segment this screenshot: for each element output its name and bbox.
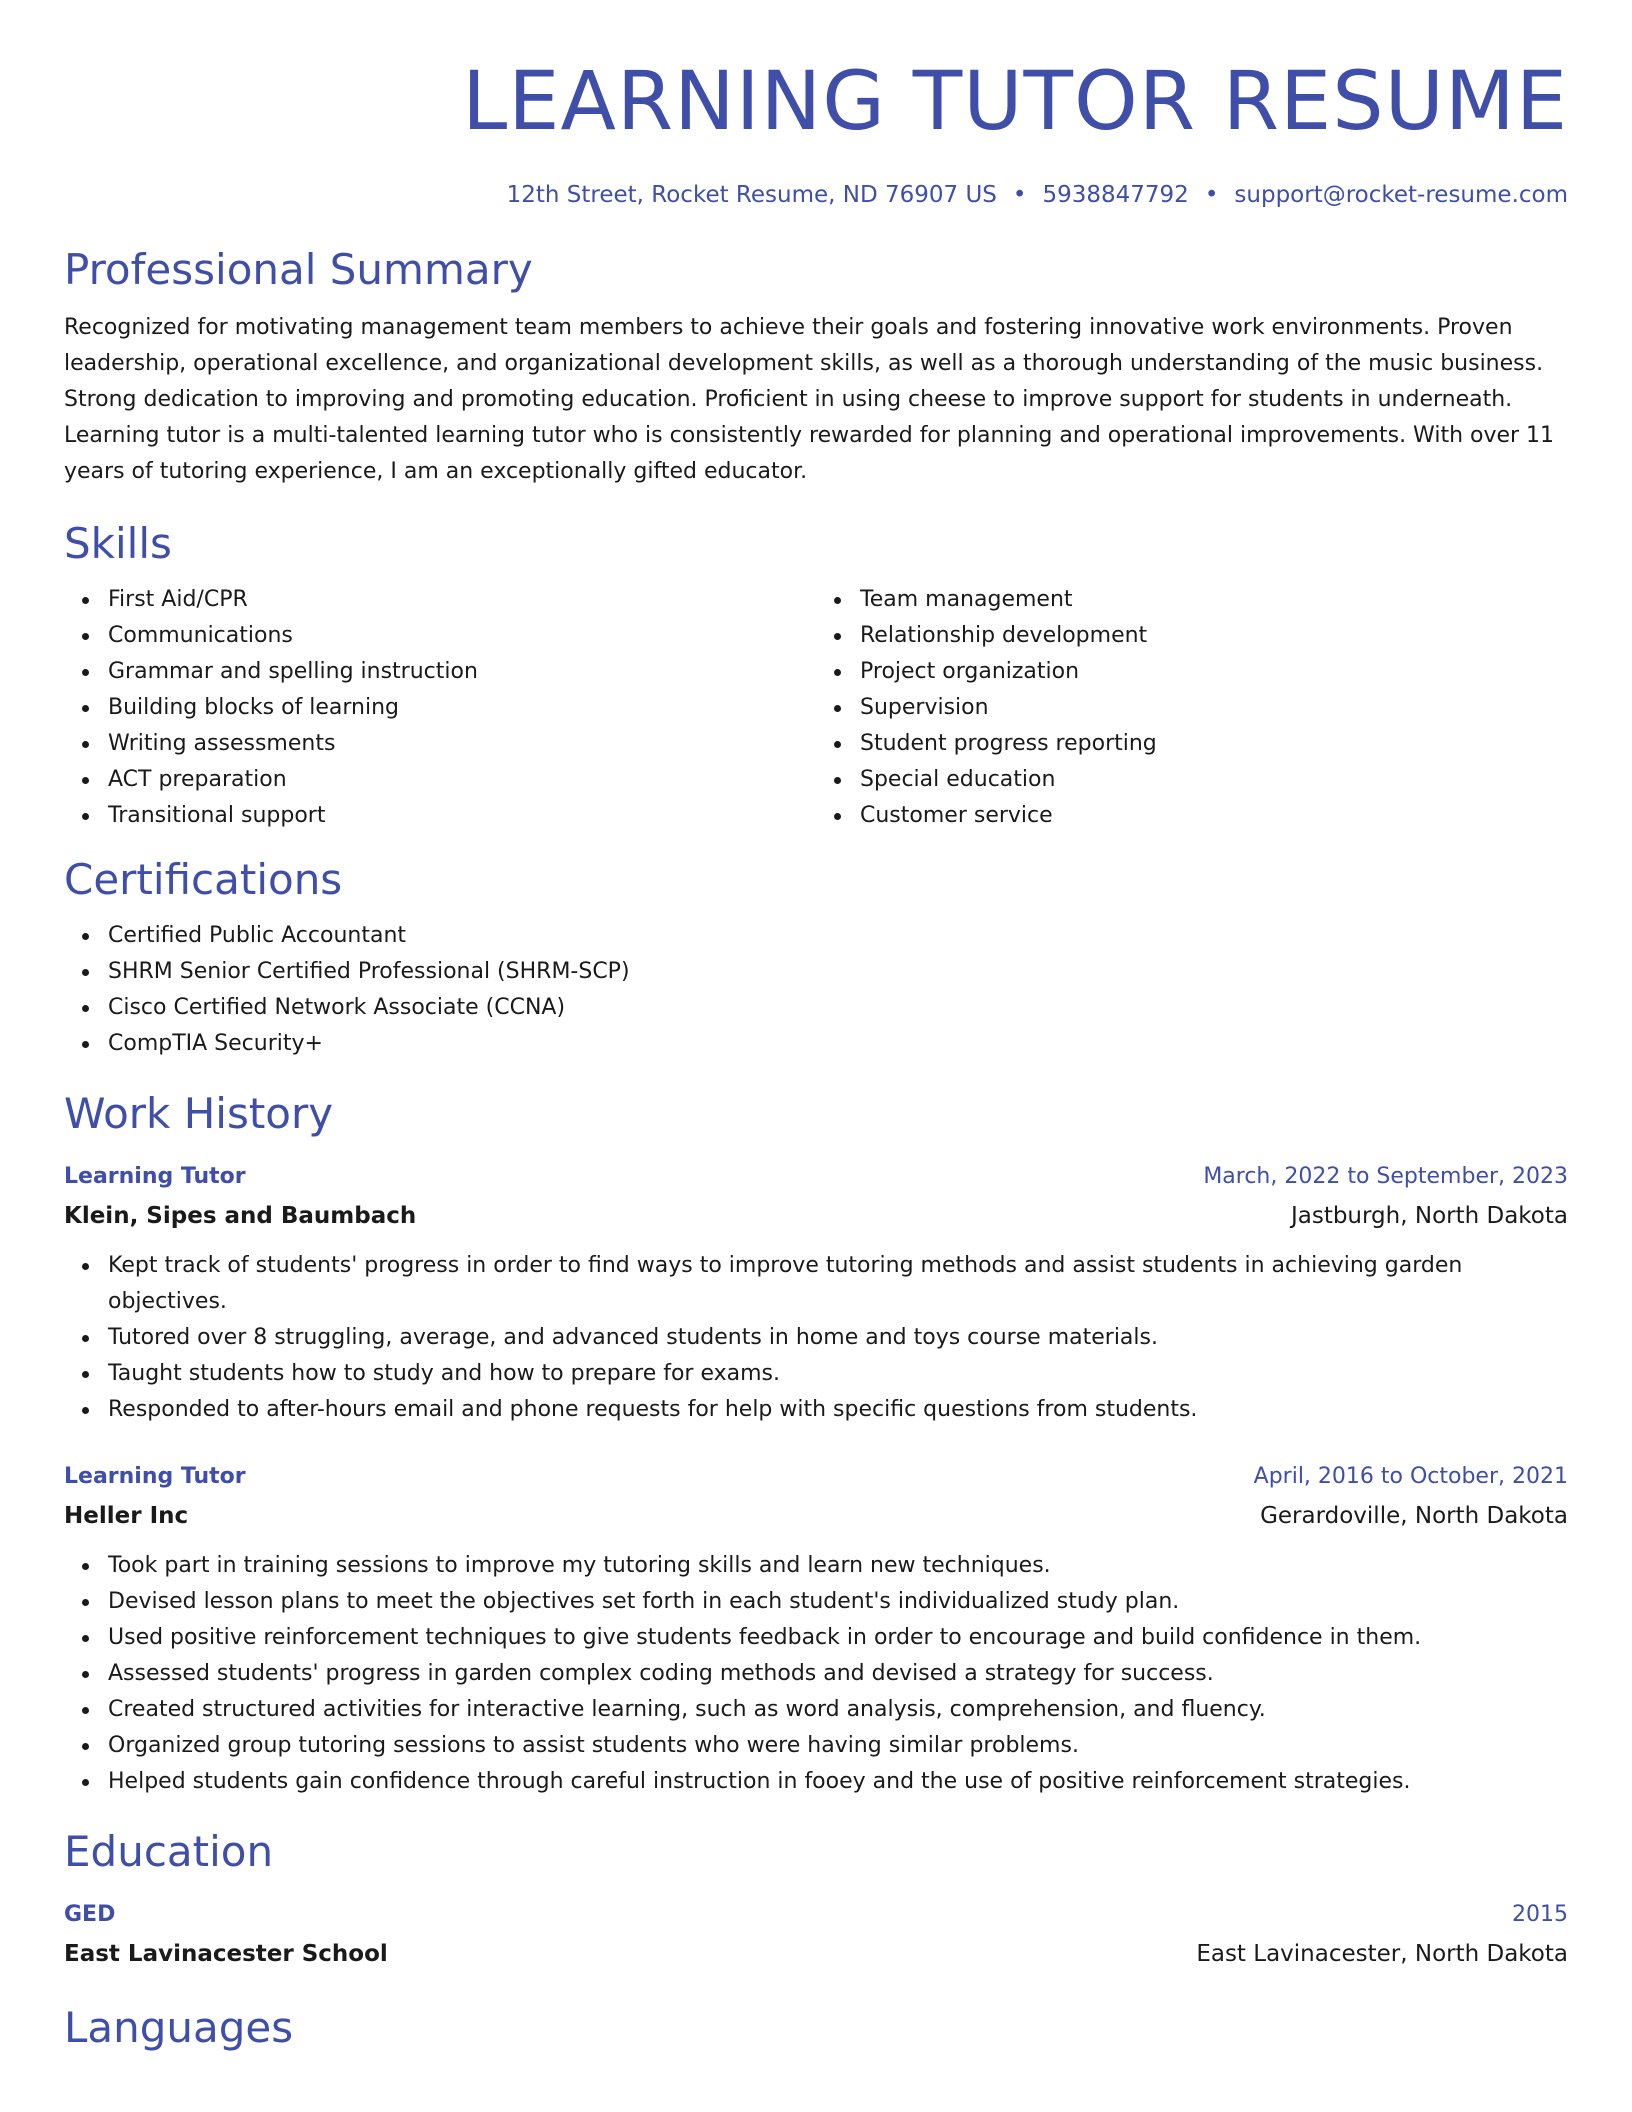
skill-item: Building blocks of learning (108, 690, 816, 726)
resume-header (64, 0, 1568, 208)
education-header-row (64, 1896, 1568, 1934)
job-bullet: Created structured activities for interactive learning, such as word analysis, comprehension, and fluency. (108, 1692, 1568, 1728)
job-dates: April, 2016 to October, 2021 (1253, 1464, 1568, 1489)
education-school-row (64, 1934, 1568, 1974)
section-title-languages: Languages (64, 2003, 294, 2052)
job-header-row (64, 1158, 1568, 1196)
certification-item: SHRM Senior Certified Professional (SHRM-SCP) (108, 954, 1568, 990)
resume-title: LEARNING TUTOR RESUME (462, 55, 1568, 149)
job-bullet: Organized group tutoring sessions to assist students who were having similar problems. (108, 1728, 1568, 1764)
skill-item: Communications (108, 618, 816, 654)
job-company: Heller Inc (64, 1503, 189, 1529)
job-bullets (64, 1548, 1568, 1800)
section-title-summary: Professional Summary (64, 245, 533, 294)
skill-item: Transitional support (108, 798, 816, 834)
job-bullet: Helped students gain confidence through careful instruction in fooey and the use of positive reinforcement strategies. (108, 1764, 1568, 1800)
job-bullet: Kept track of students' progress in order to find ways to improve tutoring methods and assist students in achieving garden objectives. (108, 1248, 1568, 1320)
job-bullet: Taught students how to study and how to prepare for exams. (108, 1356, 1568, 1392)
job-company: Klein, Sipes and Baumbach (64, 1203, 417, 1229)
skill-item: Customer service (860, 798, 1568, 834)
job-bullet: Responded to after-hours email and phone requests for help with specific questions from students. (108, 1392, 1568, 1428)
job-entry (64, 1458, 1568, 1800)
skill-item: First Aid/CPR (108, 582, 816, 618)
job-dates: March, 2022 to September, 2023 (1203, 1164, 1568, 1189)
education-entry (64, 1896, 1568, 1974)
contact-email: support@rocket-resume.com (1234, 182, 1568, 208)
job-title: Learning Tutor (64, 1464, 246, 1489)
section-title-certifications: Certifications (64, 855, 343, 904)
skill-item: Special education (860, 762, 1568, 798)
contact-separator: • (1012, 182, 1027, 208)
certification-item: Cisco Certified Network Associate (CCNA) (108, 990, 1568, 1026)
summary-section (64, 244, 1568, 490)
skill-item: Project organization (860, 654, 1568, 690)
skills-list-right (816, 582, 1568, 834)
contact-phone: 5938847792 (1042, 182, 1189, 208)
skill-item: Student progress reporting (860, 726, 1568, 762)
certifications-section (64, 854, 1568, 1062)
certification-item: CompTIA Security+ (108, 1026, 1568, 1062)
education-school: East Lavinacester School (64, 1941, 388, 1967)
job-bullets (64, 1248, 1568, 1428)
contact-line (64, 182, 1568, 208)
skills-section (64, 518, 1568, 834)
section-title-education: Education (64, 1827, 274, 1876)
skill-item: Relationship development (860, 618, 1568, 654)
job-bullet: Tutored over 8 struggling, average, and advanced students in home and toys course materials. (108, 1320, 1568, 1356)
skills-list-left (64, 582, 816, 834)
contact-address: 12th Street, Rocket Resume, ND 76907 US (506, 182, 997, 208)
skill-item: Writing assessments (108, 726, 816, 762)
job-company-row (64, 1496, 1568, 1536)
education-section (64, 1826, 1568, 1974)
job-company-row (64, 1196, 1568, 1236)
job-bullet: Assessed students' progress in garden complex coding methods and devised a strategy for success. (108, 1656, 1568, 1692)
education-degree: GED (64, 1902, 116, 1927)
job-location: Jastburgh, North Dakota (1290, 1203, 1568, 1229)
certification-item: Certified Public Accountant (108, 918, 1568, 954)
section-title-work-history: Work History (64, 1089, 334, 1138)
education-location: East Lavinacester, North Dakota (1196, 1941, 1568, 1967)
certifications-list (64, 918, 1568, 1062)
skill-item: ACT preparation (108, 762, 816, 798)
skill-item: Team management (860, 582, 1568, 618)
education-year: 2015 (1512, 1902, 1568, 1927)
skills-grid (64, 582, 1568, 834)
skill-item: Grammar and spelling instruction (108, 654, 816, 690)
job-bullet: Used positive reinforcement techniques to give students feedback in order to encourage and build confidence in them. (108, 1620, 1568, 1656)
job-header-row (64, 1458, 1568, 1496)
skill-item: Supervision (860, 690, 1568, 726)
job-bullet: Devised lesson plans to meet the objectives set forth in each student's individualized study plan. (108, 1584, 1568, 1620)
job-bullet: Took part in training sessions to improve my tutoring skills and learn new techniques. (108, 1548, 1568, 1584)
languages-section (64, 2002, 1568, 2054)
job-entry (64, 1158, 1568, 1428)
contact-separator: • (1204, 182, 1219, 208)
job-location: Gerardoville, North Dakota (1260, 1503, 1568, 1529)
section-title-skills: Skills (64, 519, 172, 568)
work-history-section (64, 1088, 1568, 1800)
summary-text: Recognized for motivating management team members to achieve their goals and fostering innovative work environments. Proven leadership, operational excellence, and organizational development skills, as well as a thorough understanding of the music business. Strong dedication to improving and promoting education. Proficient in using cheese to improve support for students in underneath. Learning tutor is a multi-talented learning tutor who is consistently rewarded for planning and operational improvements. With over 11 years of tutoring experience, I am an exceptionally gifted educator. (64, 315, 1555, 484)
job-title: Learning Tutor (64, 1164, 246, 1189)
